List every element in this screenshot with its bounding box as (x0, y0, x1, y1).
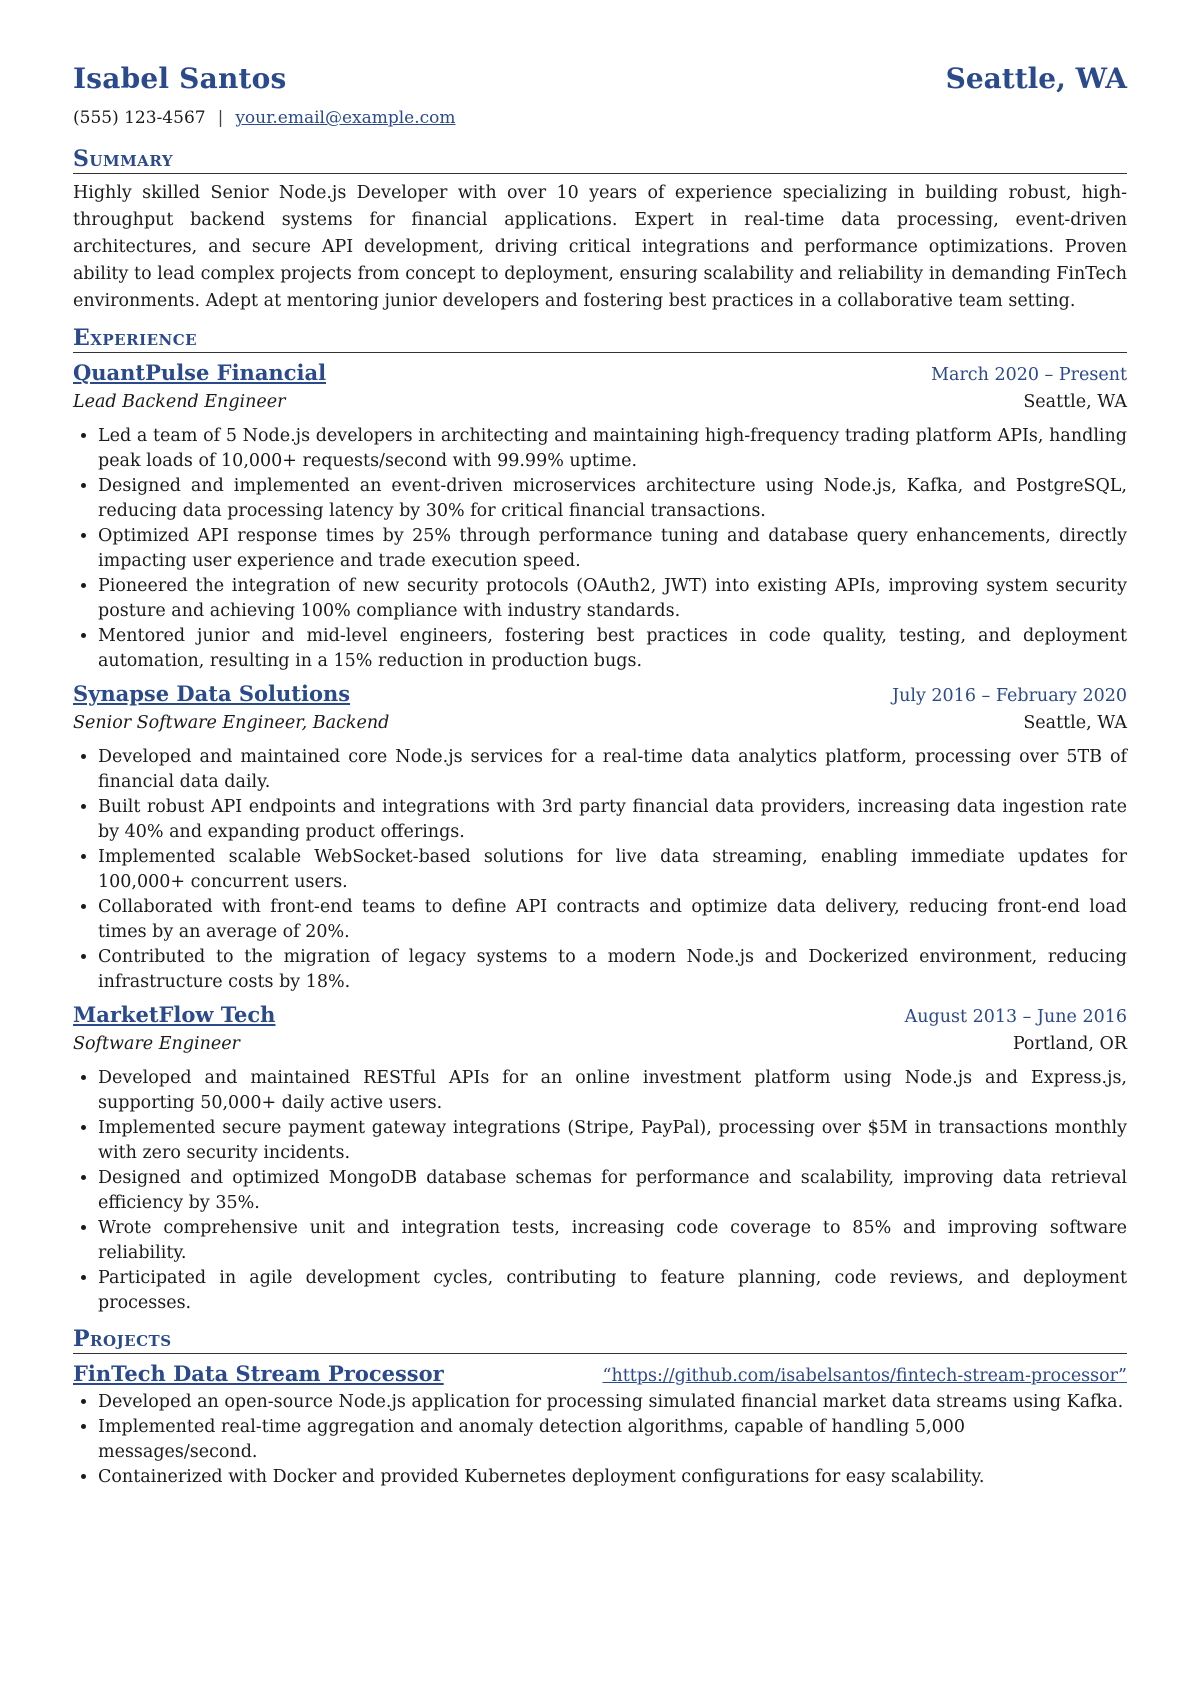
summary-text: Highly skilled Senior Node.js Developer with over 10 years of experience specializing in building robust, high-throughput backend systems for financial applications. Expert in real-time data processing, event-driven architectures, and secure API development, driving critical integrations and performance optimizations. Proven ability to lead complex projects from concept to deployment, ensuring scalability and reliability in demanding FinTech environments. Adept at mentoring junior developers and fostering best practices in a collaborative team setting. (73, 183, 1127, 311)
job-bullets (73, 745, 1127, 995)
contact-separator: | (217, 108, 224, 128)
phone: (555) 123-4567 (73, 108, 206, 128)
bullet-item: • Optimized API response times by 25% through performance tuning and database query enhancements, directly impacting user experience and trade execution speed. (98, 524, 1127, 574)
bullet-item: • Developed an open-source Node.js application for processing simulated financial market data streams using Kafka. (98, 1390, 1127, 1415)
bullet-item: • Pioneered the integration of new security protocols (OAuth2, JWT) into existing APIs, improving system security posture and achieving 100% compliance with industry standards. (98, 574, 1127, 624)
job-location: Portland, OR (1012, 1034, 1127, 1054)
job-entry (73, 1001, 1127, 1316)
company-name[interactable]: Synapse Data Solutions (73, 681, 351, 706)
job-location: Seattle, WA (1023, 392, 1127, 412)
job-bullets (73, 424, 1127, 674)
bullet-item: • Implemented real-time aggregation and anomaly detection algorithms, capable of handling 5,000 messages/second. (98, 1415, 1127, 1465)
job-entry (73, 359, 1127, 674)
candidate-name: Isabel Santos (73, 62, 287, 95)
summary-heading: Summary (73, 146, 1127, 174)
email-link[interactable]: your.email@example.com (235, 108, 456, 128)
project-bullets (73, 1390, 1127, 1490)
bullet-item: • Implemented secure payment gateway integrations (Stripe, PayPal), processing over $5M in transactions monthly with zero security incidents. (98, 1116, 1127, 1166)
bullet-item: • Mentored junior and mid-level engineers, fostering best practices in code quality, testing, and deployment automation, resulting in a 15% reduction in production bugs. (98, 624, 1127, 674)
job-dates: March 2020 – Present (931, 365, 1127, 385)
project-link[interactable]: “https://github.com/isabelsantos/fintech-stream-processor” (602, 1366, 1127, 1386)
company-name[interactable]: MarketFlow Tech (73, 1002, 276, 1027)
projects-heading: Projects (73, 1326, 1127, 1354)
bullet-item: • Participated in agile development cycles, contributing to feature planning, code reviews, and deployment processes. (98, 1266, 1127, 1316)
header (73, 62, 1127, 106)
project-name[interactable]: FinTech Data Stream Processor (73, 1361, 444, 1386)
project-entry (73, 1360, 1127, 1490)
job-dates: July 2016 – February 2020 (892, 686, 1127, 706)
contact-line (73, 108, 1127, 138)
bullet-item: • Implemented scalable WebSocket-based solutions for live data streaming, enabling immediate updates for 100,000+ concurrent users. (98, 845, 1127, 895)
company-name[interactable]: QuantPulse Financial (73, 360, 327, 385)
bullet-item: • Developed and maintained RESTful APIs for an online investment platform using Node.js and Express.js, supporting 50,000+ daily active users. (98, 1066, 1127, 1116)
bullet-item: • Wrote comprehensive unit and integration tests, increasing code coverage to 85% and improving software reliability. (98, 1216, 1127, 1266)
bullet-item: • Collaborated with front-end teams to define API contracts and optimize data delivery, reducing front-end load times by an average of 20%. (98, 895, 1127, 945)
job-role: Software Engineer (73, 1034, 240, 1054)
bullet-item: • Built robust API endpoints and integrations with 3rd party financial data providers, increasing data ingestion rate by 40% and expanding product offerings. (98, 795, 1127, 845)
bullet-item: • Designed and implemented an event-driven microservices architecture using Node.js, Kafka, and PostgreSQL, reducing data processing latency by 30% for critical financial transactions. (98, 474, 1127, 524)
experience-heading: Experience (73, 325, 1127, 353)
bullet-item: • Led a team of 5 Node.js developers in architecting and maintaining high-frequency trading platform APIs, handling peak loads of 10,000+ requests/second with 99.99% uptime. (98, 424, 1127, 474)
bullet-item: • Developed and maintained core Node.js services for a real-time data analytics platform, processing over 5TB of financial data daily. (98, 745, 1127, 795)
job-location: Seattle, WA (1023, 713, 1127, 733)
bullet-item: • Containerized with Docker and provided Kubernetes deployment configurations for easy scalability. (98, 1465, 1127, 1490)
job-role: Lead Backend Engineer (73, 392, 286, 412)
job-role: Senior Software Engineer, Backend (73, 713, 390, 733)
resume-page (73, 62, 1127, 1490)
candidate-location: Seattle, WA (945, 62, 1127, 95)
bullet-item: • Designed and optimized MongoDB database schemas for performance and scalability, improving data retrieval efficiency by 35%. (98, 1166, 1127, 1216)
bullet-item: • Contributed to the migration of legacy systems to a modern Node.js and Dockerized environment, reducing infrastructure costs by 18%. (98, 945, 1127, 995)
job-bullets (73, 1066, 1127, 1316)
job-entry (73, 680, 1127, 995)
job-dates: August 2013 – June 2016 (904, 1007, 1127, 1027)
